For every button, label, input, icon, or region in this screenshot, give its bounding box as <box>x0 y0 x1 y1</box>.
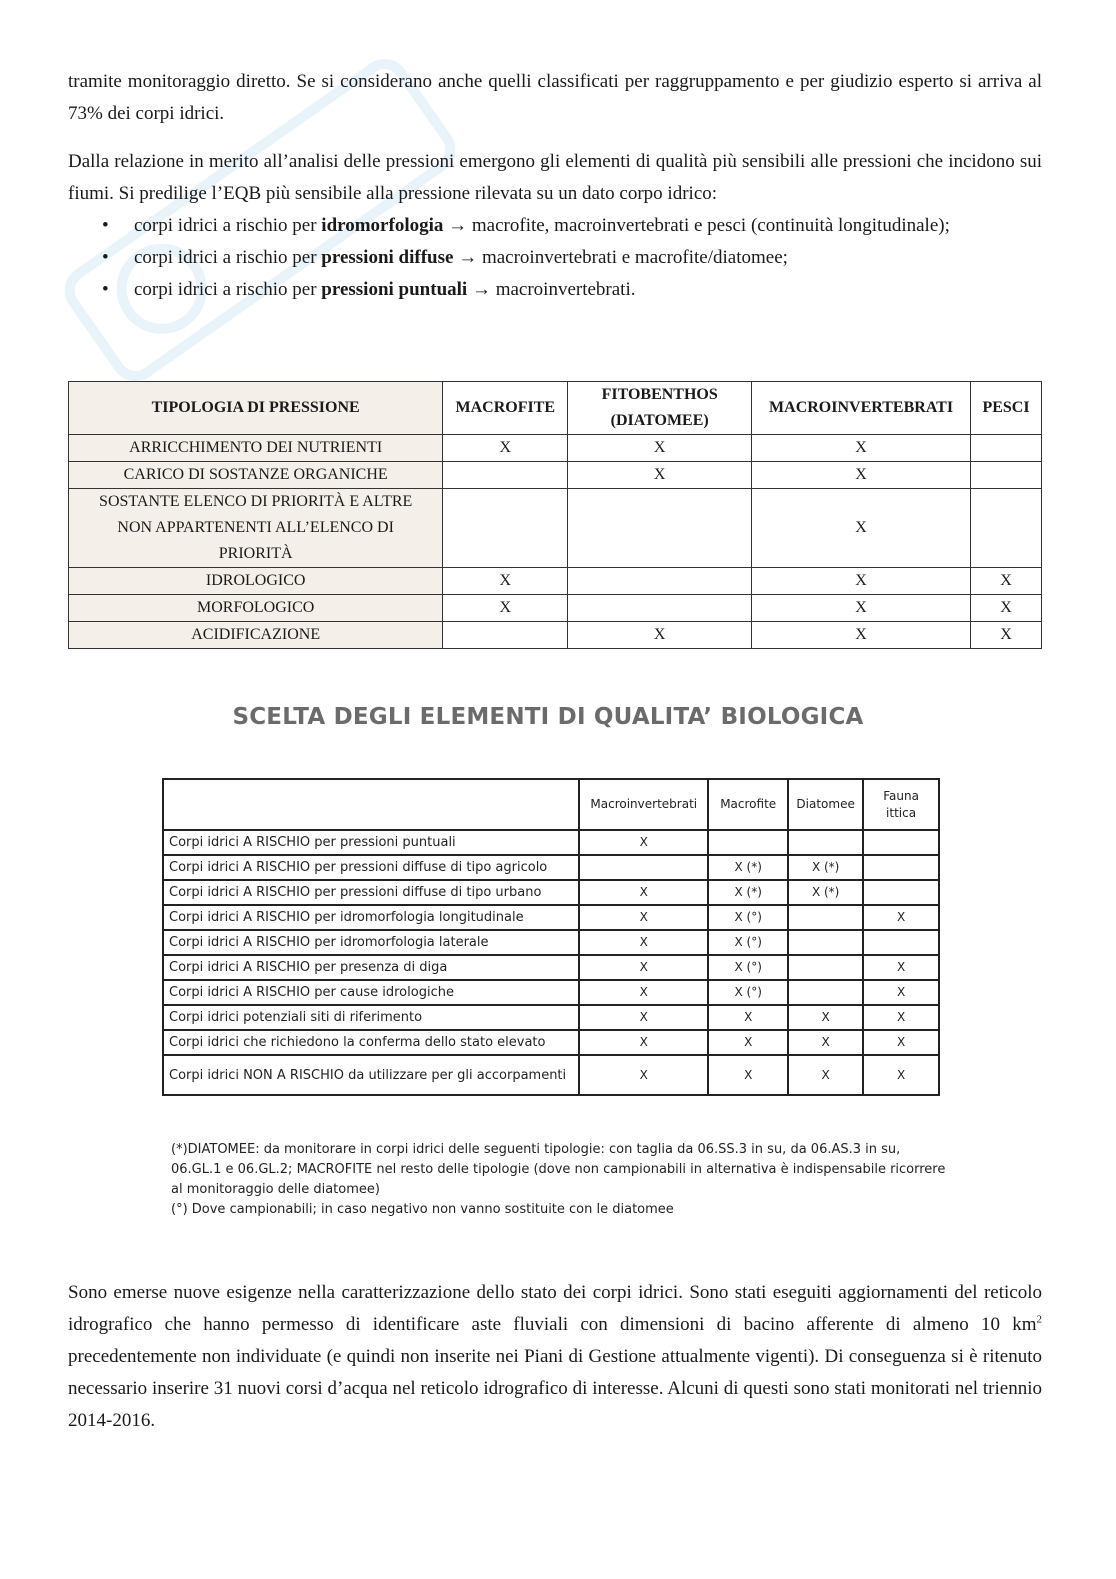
row-label: CARICO DI SOSTANZE ORGANICHE <box>69 462 443 489</box>
cell <box>788 955 863 980</box>
cell <box>863 855 939 880</box>
cell: X <box>579 1030 708 1055</box>
row-label: Corpi idrici A RISCHIO per pressioni puntuali <box>163 830 579 855</box>
table-row <box>163 930 939 955</box>
cell: X <box>752 489 971 568</box>
cell: X (°) <box>708 980 788 1005</box>
header-cell: Fauna ittica <box>863 779 939 830</box>
cell: X <box>443 435 568 462</box>
cell: X <box>579 955 708 980</box>
cell <box>971 435 1042 462</box>
cell <box>788 905 863 930</box>
closing-paragraph: Sono emerse nuove esigenze nella caratterizzazione dello stato dei corpi idrici. Sono stati eseguiti aggiornamenti del reticolo idrografico che hanno permesso di identificare aste fluviali con dimensioni di bacino afferente di almeno 10 $km^2$ precedentemente non individuate (e quindi non inserite nei Piani di Gestione attualmente vigenti). Di conseguenza si è ritenuto necessario inserire 31 nuovi corsi d’acqua nel reticolo idrografico di interesse. Alcuni di questi sono stati monitorati nel triennio 2014-2016. <box>68 1282 1042 1431</box>
row-label: ACIDIFICAZIONE <box>69 622 443 649</box>
cell: X (*) <box>788 880 863 905</box>
cell: X <box>579 1055 708 1095</box>
bullet-item: • corpi idrici a rischio per pressioni puntuali → macroinvertebrati. <box>68 274 1042 306</box>
header-cell <box>163 779 579 830</box>
header-cell: TIPOLOGIA DI PRESSIONE <box>69 382 443 435</box>
cell: X <box>788 1005 863 1030</box>
cell: X (°) <box>708 930 788 955</box>
cell <box>788 930 863 955</box>
cell <box>788 830 863 855</box>
table-row <box>69 595 1042 622</box>
table-header-row <box>163 779 939 830</box>
cell <box>788 980 863 1005</box>
cell: X <box>579 880 708 905</box>
header-cell: FITOBENTHOS (DIATOMEE) <box>568 382 752 435</box>
row-label: Corpi idrici NON A RISCHIO da utilizzare per gli accorpamenti <box>163 1055 579 1095</box>
table-footnotes <box>171 1140 951 1220</box>
header-cell: Diatomee <box>788 779 863 830</box>
cell: X <box>568 462 752 489</box>
cell: X <box>708 1055 788 1095</box>
table-row <box>69 435 1042 462</box>
cell: X (*) <box>708 855 788 880</box>
row-label: Corpi idrici potenziali siti di riferimento <box>163 1005 579 1030</box>
cell: X (*) <box>708 880 788 905</box>
cell <box>443 489 568 568</box>
footnote-campionabili: (°) Dove campionabili; in caso negativo non vanno sostituite con le diatomee <box>171 1202 674 1217</box>
cell: X <box>568 435 752 462</box>
cell: X <box>863 1005 939 1030</box>
cell <box>971 462 1042 489</box>
header-cell: PESCI <box>971 382 1042 435</box>
cell: X <box>579 980 708 1005</box>
cell: X <box>788 1055 863 1095</box>
cell: X <box>863 905 939 930</box>
cell: X <box>752 568 971 595</box>
bullet-item: • corpi idrici a rischio per idromorfologia → macrofite, macroinvertebrati e pesci (continuità longitudinale); <box>68 210 1042 242</box>
table-row <box>163 1005 939 1030</box>
table-row <box>69 462 1042 489</box>
cell <box>863 830 939 855</box>
cell: X <box>579 930 708 955</box>
eqb-bullet-list <box>68 210 1042 306</box>
cell: X <box>579 1005 708 1030</box>
cell: X <box>579 830 708 855</box>
table-row <box>163 880 939 905</box>
header-cell: Macrofite <box>708 779 788 830</box>
cell: X <box>579 905 708 930</box>
table-row <box>163 980 939 1005</box>
cell: X <box>971 568 1042 595</box>
closing-section <box>68 1277 1042 1437</box>
table-row <box>69 622 1042 649</box>
header-cell: MACROINVERTEBRATI <box>752 382 971 435</box>
cell <box>708 830 788 855</box>
table-row <box>163 955 939 980</box>
intro-paragraph-2: Dalla relazione in merito all’analisi delle pressioni emergono gli elementi di qualità più sensibili alle pressioni che incidono sui fiumi. Si predilige l’EQB più sensibile alla pressione rilevata su un dato corpo idrico: <box>68 151 1042 204</box>
intro-paragraph-1: tramite monitoraggio diretto. Se si considerano anche quelli classificati per raggruppamento e per giudizio esperto si arriva al 73% dei corpi idrici. <box>68 71 1042 124</box>
row-label: SOSTANTE ELENCO DI PRIORITÀ E ALTRE NON APPARTENENTI ALL’ELENCO DI PRIORITÀ <box>69 489 443 568</box>
cell <box>863 930 939 955</box>
cell: X (°) <box>708 955 788 980</box>
cell: X <box>752 622 971 649</box>
cell: X <box>788 1030 863 1055</box>
eqb-selection-table <box>162 778 940 1096</box>
cell: X <box>568 622 752 649</box>
cell: X <box>863 955 939 980</box>
cell <box>971 489 1042 568</box>
bullet-item: • corpi idrici a rischio per pressioni diffuse → macroinvertebrati e macrofite/diatomee; <box>68 242 1042 274</box>
table-row <box>69 489 1042 568</box>
cell: X (°) <box>708 905 788 930</box>
cell: X <box>863 1030 939 1055</box>
header-cell: MACROFITE <box>443 382 568 435</box>
cell: X <box>443 568 568 595</box>
table-header-row <box>69 382 1042 435</box>
table-row <box>163 1055 939 1095</box>
cell: X <box>971 622 1042 649</box>
row-label: IDROLOGICO <box>69 568 443 595</box>
row-label: Corpi idrici A RISCHIO per cause idrologiche <box>163 980 579 1005</box>
cell: X <box>752 435 971 462</box>
row-label: Corpi idrici A RISCHIO per idromorfologia laterale <box>163 930 579 955</box>
cell: X <box>971 595 1042 622</box>
row-label: Corpi idrici A RISCHIO per presenza di diga <box>163 955 579 980</box>
cell: X <box>708 1030 788 1055</box>
cell: X <box>863 980 939 1005</box>
cell <box>579 855 708 880</box>
row-label: MORFOLOGICO <box>69 595 443 622</box>
cell: X <box>752 595 971 622</box>
table-row <box>163 830 939 855</box>
cell <box>443 622 568 649</box>
header-cell: Macroinvertebrati <box>579 779 708 830</box>
table-row <box>69 568 1042 595</box>
row-label: Corpi idrici che richiedono la conferma dello stato elevato <box>163 1030 579 1055</box>
cell <box>568 595 752 622</box>
table-row <box>163 905 939 930</box>
cell <box>568 568 752 595</box>
row-label: Corpi idrici A RISCHIO per pressioni diffuse di tipo urbano <box>163 880 579 905</box>
row-label: Corpi idrici A RISCHIO per idromorfologia longitudinale <box>163 905 579 930</box>
cell: X <box>443 595 568 622</box>
pressure-table <box>68 381 1042 649</box>
table-row <box>163 1030 939 1055</box>
table-row <box>163 855 939 880</box>
cell <box>568 489 752 568</box>
section-title: SCELTA DEGLI ELEMENTI DI QUALITA’ BIOLOGICA <box>232 704 864 730</box>
cell: X <box>752 462 971 489</box>
cell <box>863 880 939 905</box>
row-label: ARRICCHIMENTO DEI NUTRIENTI <box>69 435 443 462</box>
cell: X (*) <box>788 855 863 880</box>
cell <box>443 462 568 489</box>
intro-section <box>68 66 1042 306</box>
footnote-diatomee: (*)DIATOMEE: da monitorare in corpi idrici delle seguenti tipologie: con taglia da 06.SS.3 in su, da 06.AS.3 in su, 06.GL.1 e 06.GL.2; MACROFITE nel resto delle tipologie (dove non campionabili in alternativa è indispensabile ricorrere al monitoraggio delle diatomee) <box>171 1142 946 1197</box>
cell: X <box>863 1055 939 1095</box>
row-label: Corpi idrici A RISCHIO per pressioni diffuse di tipo agricolo <box>163 855 579 880</box>
cell: X <box>708 1005 788 1030</box>
